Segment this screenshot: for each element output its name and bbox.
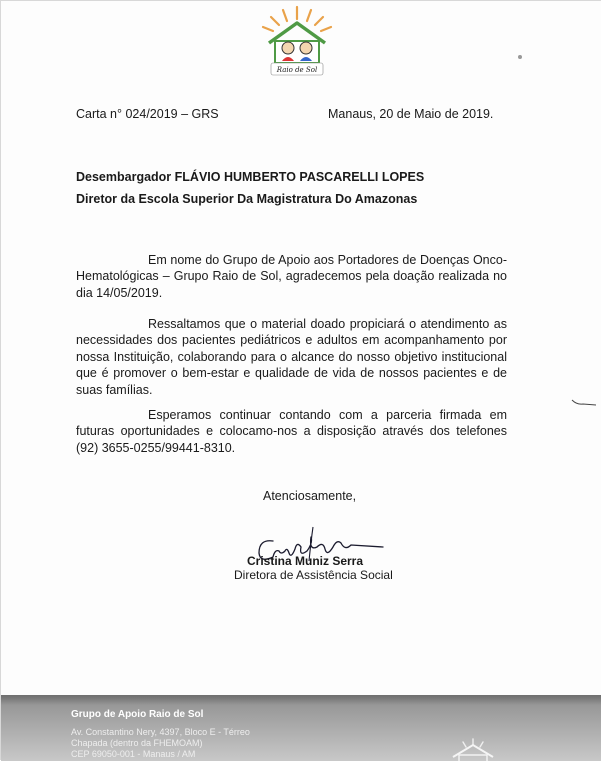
footer-house-logo-icon — [447, 737, 499, 761]
margin-mark — [571, 397, 597, 409]
footer-address-line-1: Av. Constantino Nery, 4397, Bloco E - Térreo — [71, 727, 250, 737]
body-paragraph-2: Ressaltamos que o material doado propiciará o atendimento as necessidades dos pacientes pediátricos e adultos em acompanhamento por nossa Instituição, colaborando para o alcance do nosso objetivo institucional que é promover o bem-estar e qualidade de vida de nossos pacientes e de suas famílias. — [76, 317, 507, 397]
signer-role: Diretora de Assistência Social — [234, 568, 393, 582]
body-paragraph-3: Esperamos continuar contando com a parceria firmada em futuras oportunidades e colocamo-nos a disposição através dos telefones (92) 3655-0255/99441-8310. — [76, 408, 507, 455]
footer-organization: Grupo de Apoio Raio de Sol — [71, 709, 204, 720]
recipient-name: Desembargador FLÁVIO HUMBERTO PASCARELLI LOPES — [76, 170, 425, 184]
raio-de-sol-logo — [255, 3, 339, 77]
letter-reference: Carta n° 024/2019 – GRS — [76, 107, 219, 121]
footer-address-line-3: CEP 69050-001 - Manaus / AM — [71, 749, 196, 759]
recipient-title: Diretor da Escola Superior Da Magistratura Do Amazonas — [76, 192, 418, 206]
footer-shade — [1, 695, 601, 705]
body-paragraph-1: Em nome do Grupo de Apoio aos Portadores de Doenças Onco-Hematológicas – Grupo Raio de Sol, agradecemos pela doação realizada no dia 14/05/2019. — [76, 253, 507, 300]
letter-place-date: Manaus, 20 de Maio de 2019. — [328, 107, 494, 121]
closing-salutation: Atenciosamente, — [263, 489, 357, 503]
scan-speck — [518, 55, 522, 59]
signer-name: Cristina Muniz Serra — [247, 554, 364, 568]
footer-address-line-2: Chapada (dentro da FHEMOAM) — [71, 738, 203, 748]
svg-text:Raio de Sol: Raio de Sol — [276, 66, 318, 74]
